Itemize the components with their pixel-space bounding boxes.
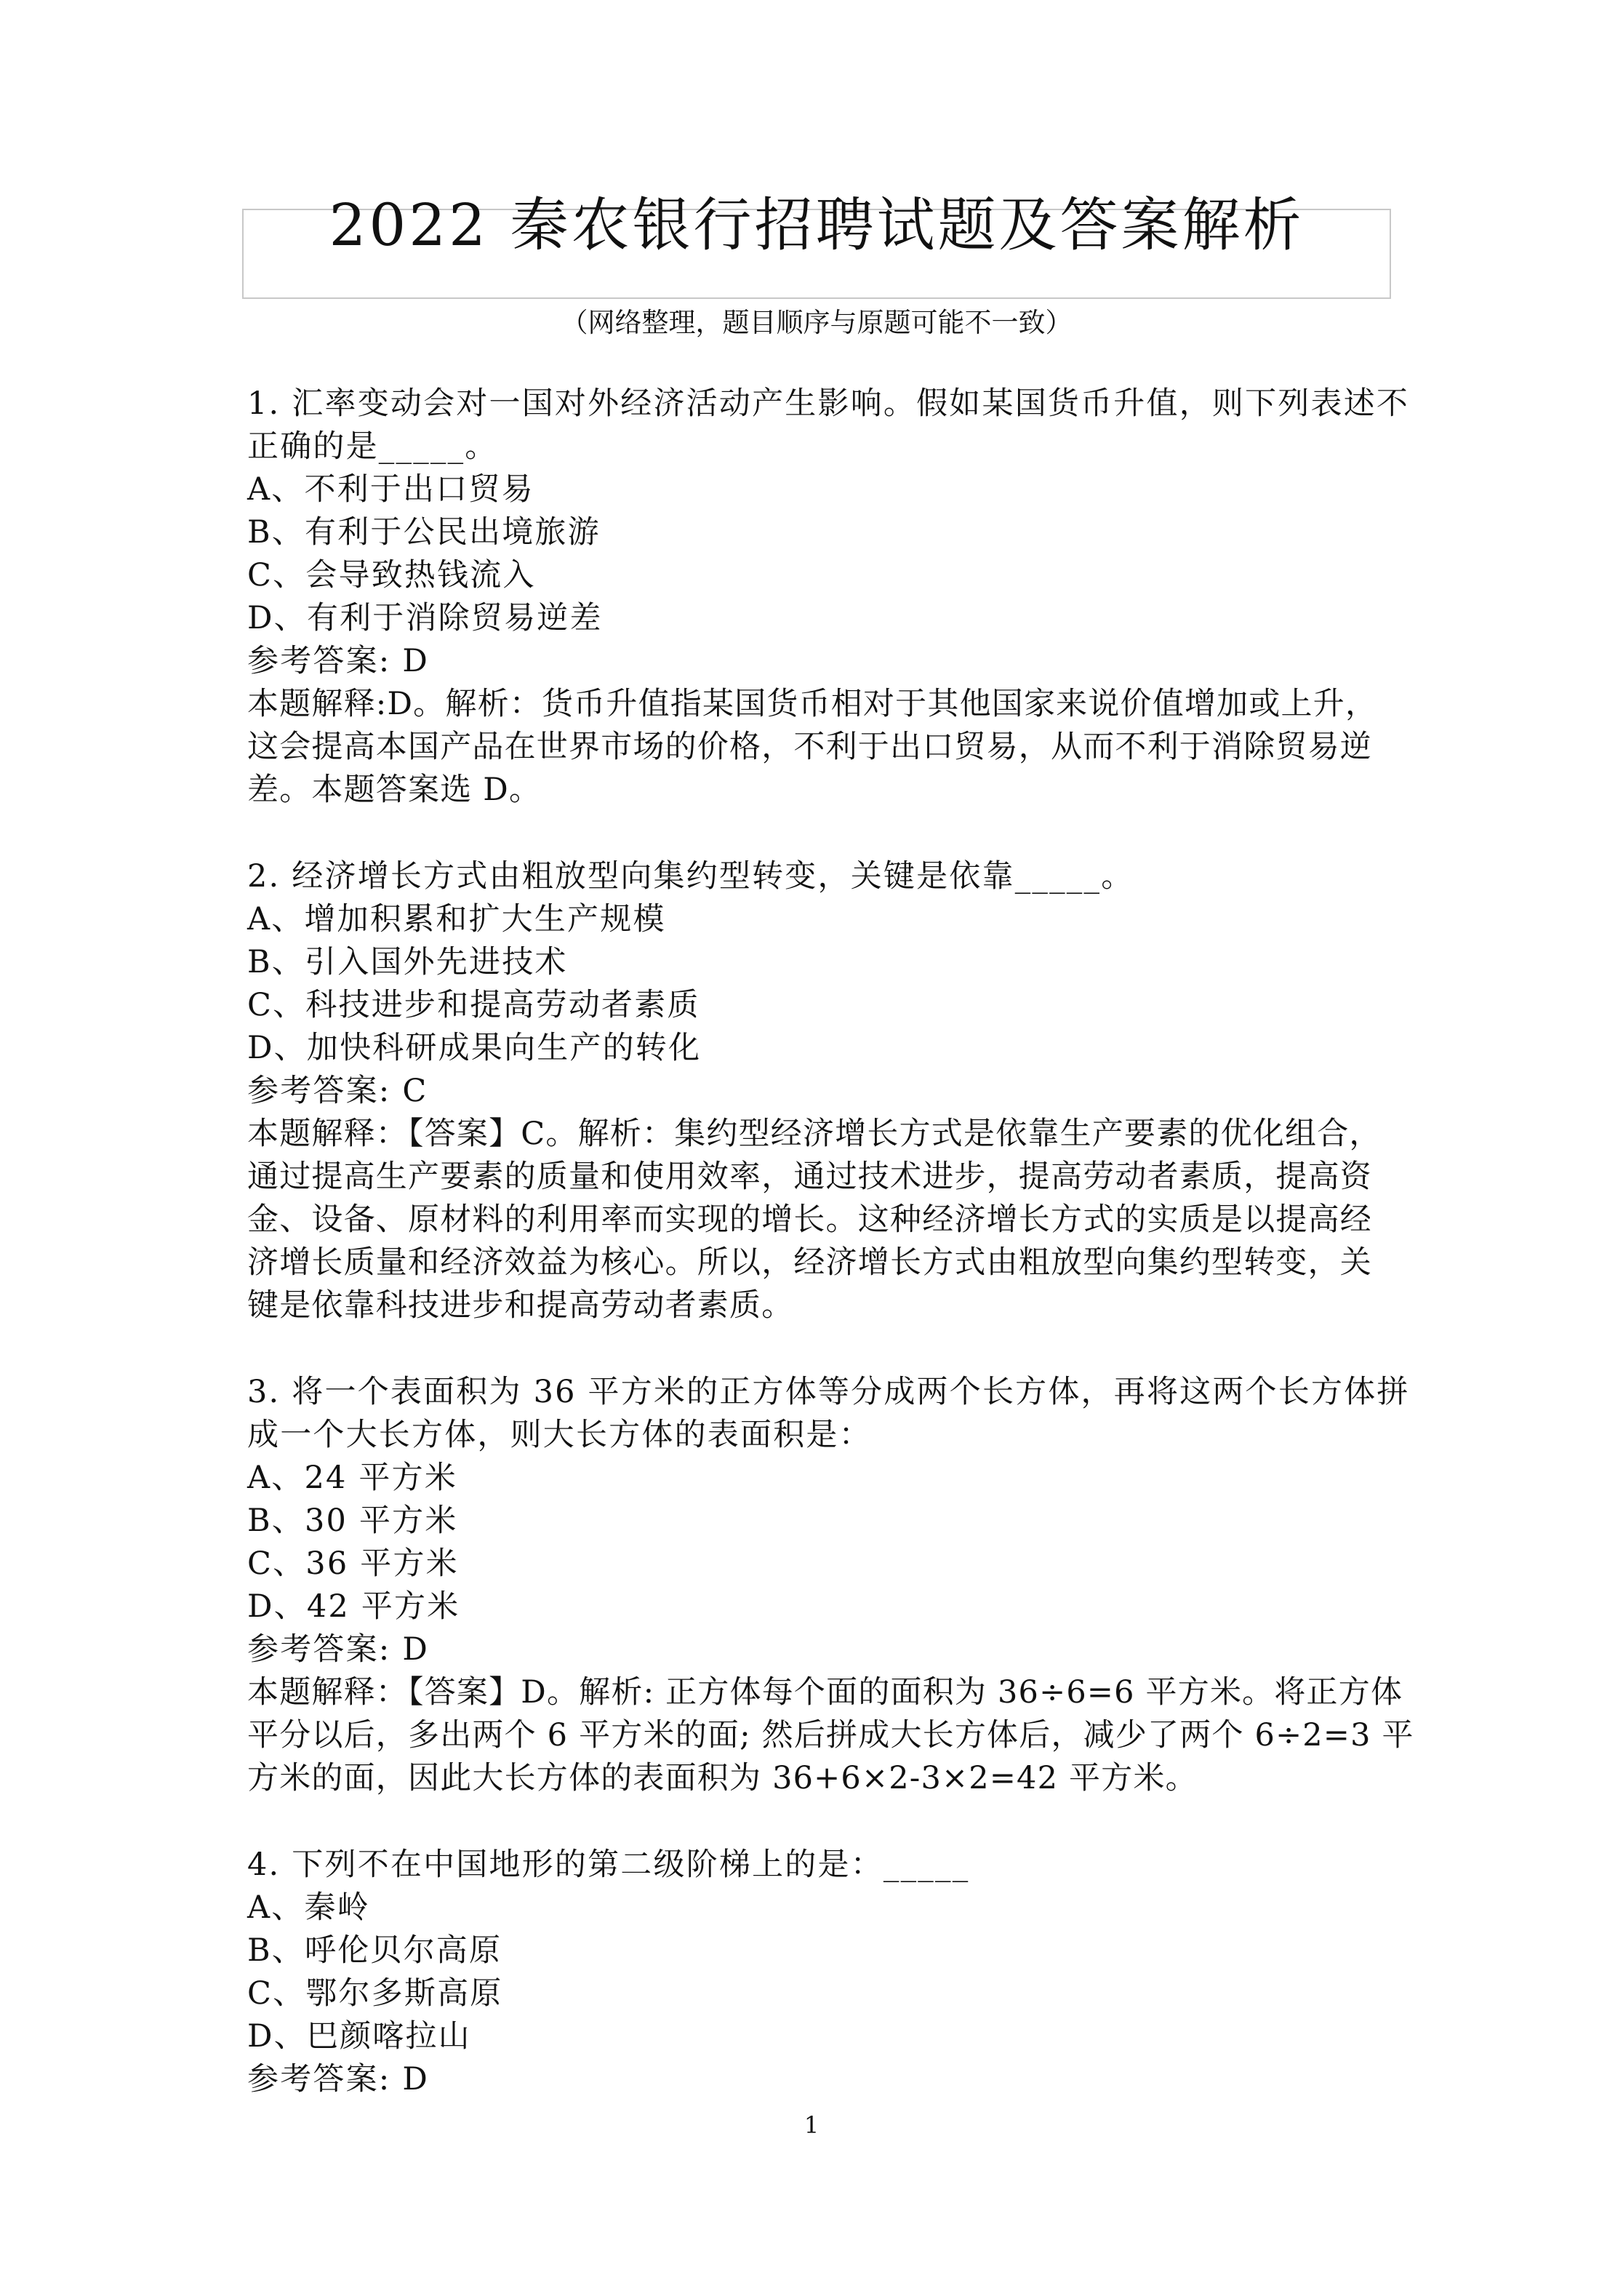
question-stem-line: 3. 将一个表面积为 36 平方米的正方体等分成两个长方体，再将这两个长方体拼	[247, 1374, 1410, 1410]
option-b: B、有利于公民出境旅游	[247, 514, 601, 551]
option-b: B、30 平方米	[247, 1503, 458, 1539]
explanation-line: 通过提高生产要素的质量和使用效率，通过技术进步，提高劳动者素质，提高资	[247, 1159, 1372, 1195]
question-3	[247, 1371, 1414, 1800]
question-stem-line: 成一个大长方体，则大长方体的表面积是：	[247, 1417, 872, 1453]
question-list	[247, 383, 1414, 2145]
document-title: 2022 秦农银行招聘试题及答案解析	[329, 191, 1305, 259]
explanation-line: 济增长质量和经济效益为核心。所以，经济增长方式由粗放型向集约型转变，关	[247, 1244, 1372, 1281]
option-a: A、秦岭	[247, 1889, 370, 1926]
explanation-line: 平分以后，多出两个 6 平方米的面; 然后拼成大长方体后，减少了两个 6÷2=3 平	[247, 1717, 1414, 1753]
explanation-line: 本题解释:D。解析：货币升值指某国货币相对于其他国家来说价值增加或上升，	[247, 686, 1378, 722]
document-subtitle: （网络整理，题目顺序与原题可能不一致）	[561, 307, 1073, 338]
explanation-line: 这会提高本国产品在世界市场的价格，不利于出口贸易，从而不利于消除贸易逆	[247, 729, 1372, 765]
explanation-line: 本题解释：【答案】D。解析: 正方体每个面的面积为 36÷6=6 平方米。将正方体	[247, 1674, 1403, 1711]
question-stem-line: 2. 经济增长方式由粗放型向集约型转变，关键是依靠_____。	[247, 858, 1134, 895]
explanation-line: 金、设备、原材料的利用率而实现的增长。这种经济增长方式的实质是以提高经	[247, 1201, 1372, 1238]
option-d: D、巴颜喀拉山	[247, 2018, 471, 2055]
option-c: C、鄂尔多斯高原	[247, 1975, 503, 2012]
option-d: D、42 平方米	[247, 1588, 460, 1625]
option-b: B、引入国外先进技术	[247, 944, 568, 980]
option-d: D、有利于消除贸易逆差	[247, 600, 603, 636]
question-4	[247, 1844, 1392, 2101]
option-c: C、会导致热钱流入	[247, 557, 536, 593]
explanation-line: 本题解释：【答案】C。解析：集约型经济增长方式是依靠生产要素的优化组合，	[247, 1116, 1382, 1152]
explanation-line: 方米的面，因此大长方体的表面积为 36+6×2-3×2=42 平方米。	[247, 1760, 1198, 1796]
option-a: A、增加积累和扩大生产规模	[247, 901, 666, 937]
option-d: D、加快科研成果向生产的转化	[247, 1030, 702, 1066]
question-2	[247, 855, 1392, 1327]
question-stem-line: 正确的是_____。	[247, 428, 498, 465]
reference-answer: 参考答案: D	[247, 2061, 430, 2097]
option-a: A、不利于出口贸易	[247, 471, 534, 508]
question-1	[247, 383, 1410, 812]
option-c: C、36 平方米	[247, 1545, 459, 1582]
question-stem-line: 4. 下列不在中国地形的第二级阶梯上的是：_____	[247, 1847, 970, 1883]
explanation-line: 差。本题答案选 D。	[247, 772, 542, 808]
option-c: C、科技进步和提高劳动者素质	[247, 987, 700, 1023]
reference-answer: 参考答案: D	[247, 1631, 430, 1668]
option-a: A、24 平方米	[247, 1460, 458, 1496]
question-stem-line: 1. 汇率变动会对一国对外经济活动产生影响。假如某国货币升值，则下列表述不	[247, 385, 1410, 422]
option-b: B、呼伦贝尔高原	[247, 1932, 502, 1969]
explanation-line: 键是依靠科技进步和提高劳动者素质。	[247, 1287, 794, 1324]
reference-answer: 参考答案: D	[247, 643, 430, 679]
page-number: 1	[804, 2111, 819, 2139]
reference-answer: 参考答案: C	[247, 1073, 428, 1109]
